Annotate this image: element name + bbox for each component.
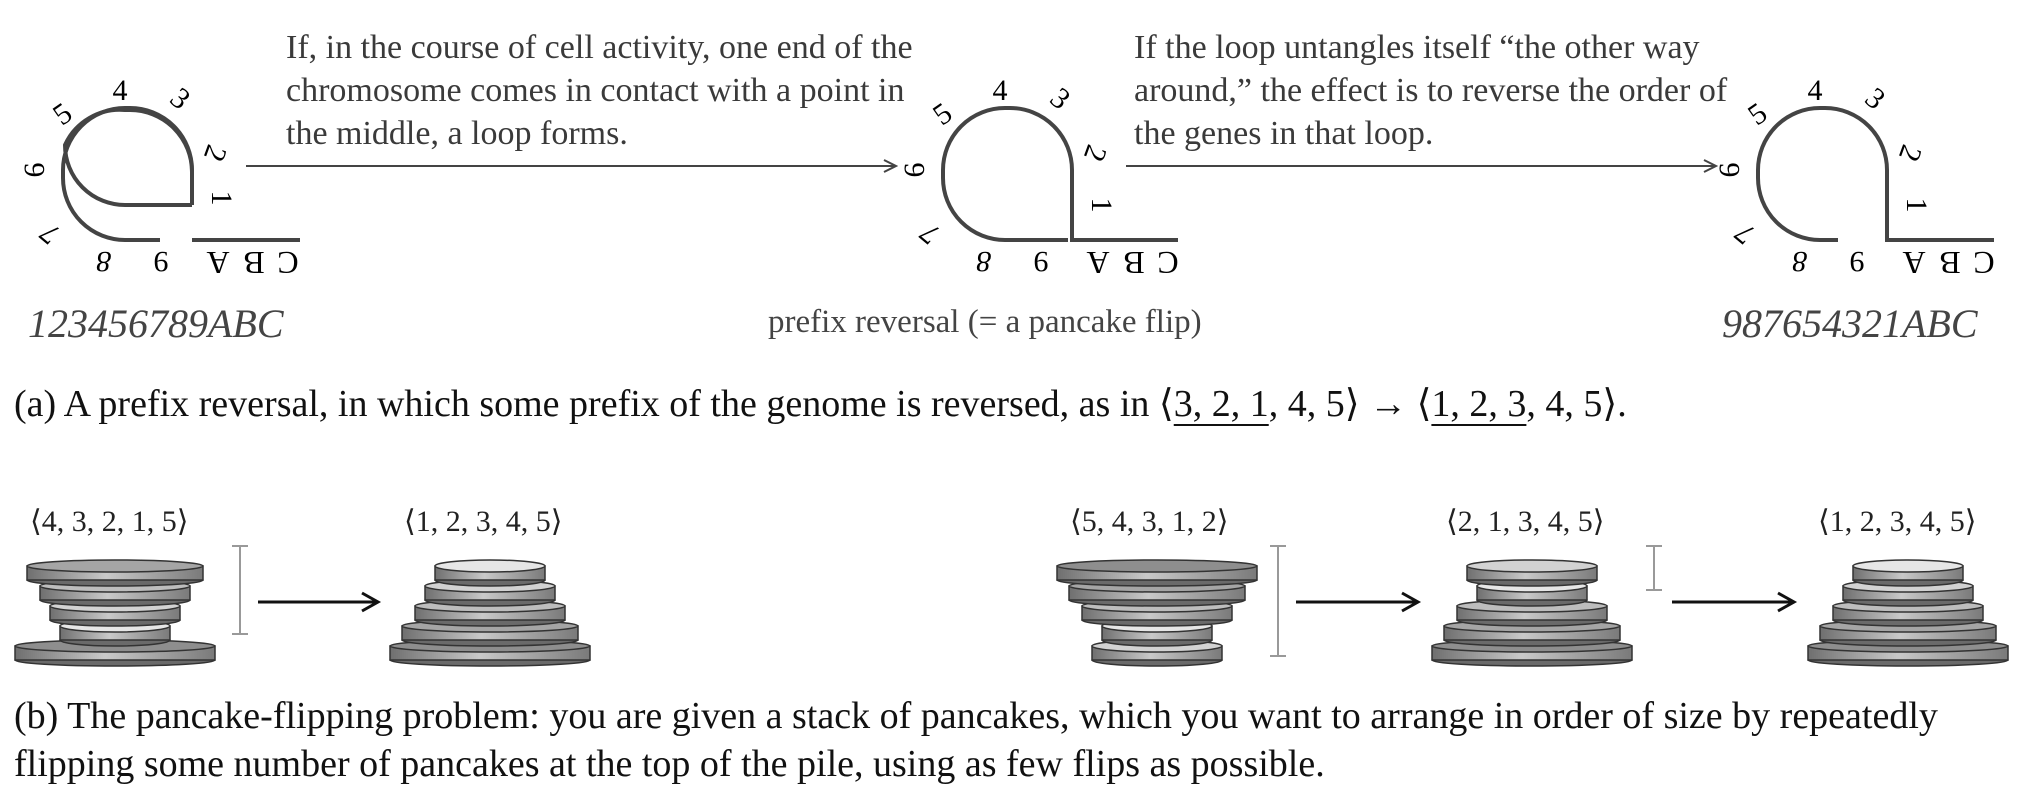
chrom-mid-label-7: 7 <box>913 215 947 251</box>
stack-label-4: ⟨2, 1, 3, 4, 5⟩ <box>1446 505 1605 538</box>
caption-a-close-2: ⟩ <box>1602 383 1618 425</box>
chrom-right-label-7: 7 <box>1728 215 1762 251</box>
chrom-left-label-1: 1 <box>205 190 238 206</box>
chrom-left-label-2: 2 <box>196 140 233 166</box>
chrom-right-label-9: 9 <box>1849 245 1865 278</box>
sequence-operation: prefix reversal (= a pancake flip) <box>768 304 1202 340</box>
caption-a-to-rest: , 4, 5 <box>1526 383 1603 425</box>
chrom-left-label-6: 6 <box>18 162 51 178</box>
chrom-left-label-4: 4 <box>112 74 128 107</box>
chrom-mid-label-2: 2 <box>1076 140 1113 166</box>
stack-label-3: ⟨5, 4, 3, 1, 2⟩ <box>1070 505 1229 538</box>
chromosome-right <box>1713 74 1995 281</box>
chrom-mid-label-A: A <box>1086 245 1110 281</box>
chrom-mid-label-B: B <box>1123 245 1145 281</box>
pancake-5-1 <box>1853 560 1963 586</box>
chrom-left-label-C: C <box>277 245 299 281</box>
chromosome-diagrams <box>0 0 2022 300</box>
chrom-right-label-1: 1 <box>1900 197 1933 213</box>
chrom-mid-label-1: 1 <box>1085 197 1118 213</box>
chrom-mid-label-3: 3 <box>1043 81 1077 117</box>
chrom-right-label-6: 6 <box>1713 162 1746 178</box>
pancake-4-2 <box>1467 560 1597 586</box>
caption-a <box>14 380 1627 428</box>
pancake-1-4 <box>27 560 203 586</box>
chrom-left-label-B: B <box>243 245 265 281</box>
chrom-right-label-4: 4 <box>1807 74 1823 107</box>
sequence-before: 123456789ABC <box>28 301 284 346</box>
sequence-after: 987654321ABC <box>1722 301 1978 346</box>
chrom-right-label-A: A <box>1902 245 1926 281</box>
caption-a-arrow: → <box>1369 383 1408 425</box>
caption-a-open-1: ⟨ <box>1158 383 1174 425</box>
chrom-left-label-3: 3 <box>163 81 197 117</box>
chrom-right-label-5: 5 <box>1741 96 1774 133</box>
flip-bracket-3 <box>1646 546 1662 590</box>
chrom-right-label-C: C <box>1973 245 1995 281</box>
caption-a-open-2: ⟨ <box>1416 383 1432 425</box>
chrom-mid-label-8: 8 <box>976 245 992 278</box>
chromosome-left <box>18 74 300 281</box>
chrom-left-label-8: 8 <box>96 245 112 278</box>
stack-layer <box>15 560 2008 666</box>
chrom-right-label-B: B <box>1939 245 1961 281</box>
caption-a-from-prefix: 3, 2, 1 <box>1173 383 1269 425</box>
chrom-mid-label-C: C <box>1157 245 1179 281</box>
flip-bracket-1 <box>232 546 248 634</box>
annotation-loop-forms: If, in the course of cell activity, one end of the chromosome comes in contact with a point in the middle, a loop forms. <box>286 29 913 152</box>
caption-a-close-1: ⟩ <box>1344 383 1360 425</box>
chrom-mid-label-9: 9 <box>1033 245 1049 278</box>
stack-label-2: ⟨1, 2, 3, 4, 5⟩ <box>404 505 563 538</box>
caption-a-from-rest: , 4, 5 <box>1268 383 1345 425</box>
chrom-right-label-2: 2 <box>1891 140 1928 166</box>
caption-a-text: (a) A prefix reversal, in which some prefix of the genome is reversed, as in <box>14 383 1159 425</box>
annotation-loop-untangles: If the loop untangles itself “the other way around,” the effect is to reverse the order of the genes in that loop. <box>1134 29 1728 152</box>
pancake-3-5 <box>1057 560 1257 586</box>
chrom-right-label-8: 8 <box>1792 245 1808 278</box>
chrom-left-label-7: 7 <box>33 215 67 251</box>
pancake-2-1 <box>435 560 545 586</box>
chrom-left-label-9: 9 <box>153 245 169 278</box>
chrom-mid-label-4: 4 <box>992 74 1008 107</box>
chromosome-middle <box>898 74 1179 281</box>
chrom-left-label-A: A <box>206 245 230 281</box>
chrom-mid-label-6: 6 <box>898 162 931 178</box>
caption-a-end: . <box>1617 383 1627 425</box>
chrom-left-label-5: 5 <box>46 96 79 133</box>
flip-bracket-2 <box>1270 546 1286 656</box>
caption-b: (b) The pancake-flipping problem: you are given a stack of pancakes, which you want to arrange in order of size by repeatedly flipping some number of pancakes at the top of the pile, using as few flips as possible. <box>14 695 1938 785</box>
chrom-mid-label-5: 5 <box>926 96 959 133</box>
stack-label-1: ⟨4, 3, 2, 1, 5⟩ <box>30 505 189 538</box>
chrom-right-label-3: 3 <box>1858 81 1892 117</box>
caption-a-to-prefix: 1, 2, 3 <box>1431 383 1527 425</box>
pancake-diagrams <box>0 540 2022 680</box>
stack-label-5: ⟨1, 2, 3, 4, 5⟩ <box>1818 505 1977 538</box>
